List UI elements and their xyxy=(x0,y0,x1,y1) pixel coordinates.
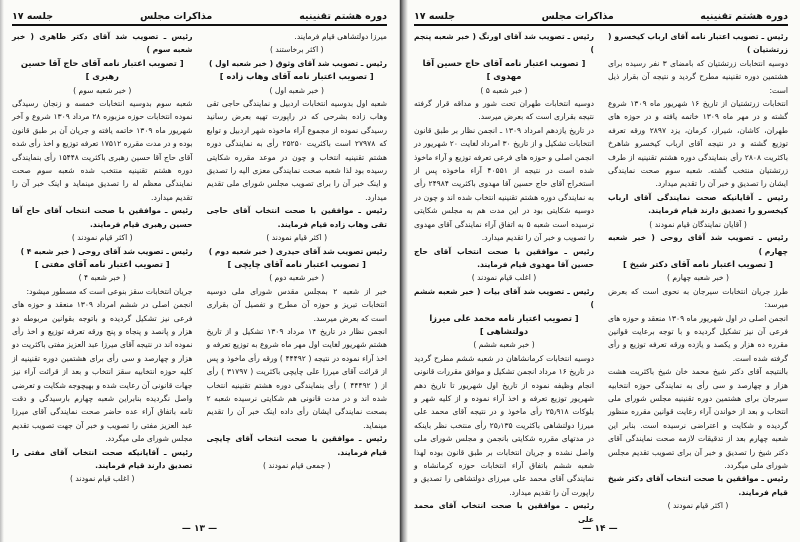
speaker-line: رئیس ـ موافقین با صحت انتخاب آقای محمد علی xyxy=(414,501,594,524)
page-number: — ۱۳ — xyxy=(181,524,218,534)
page-right xyxy=(400,0,800,542)
speaker-line: رئیس تصویب شد آقای حیدری ( خبر شعبه دوم ) xyxy=(208,246,387,256)
vote-result: ( خبر شعبه ۵ ) xyxy=(480,85,528,95)
text-columns xyxy=(414,30,789,524)
vote-result: ( خبر شعبه دوم ) xyxy=(269,273,325,283)
vote-result: ( خبر شعبه سوم ) xyxy=(73,85,132,95)
paragraph: دوسیه انتخابات طهران تحت شور و مداقه قرار گرفته نتیجه بقراری است که بعرض میرسد. xyxy=(414,99,594,122)
speaker-line: رئیس ـ تصویب اعتبار نامه آقای ارباب کیخسرو ( زرتشتیان ) xyxy=(608,32,788,55)
paragraph: دوسیه انتخابات کرمانشاهان در شعبه ششم مطرح گردید در تاریخ ۱۶ مرداد انجمن تشکیل و موافق مقررات قانونی انجام وظیفه نموده از تاریخ اول شهریور تا تاریخ دهم شهریور توزیع تعرفه و اخذ آراء نموده و از کلیه شهر و بلوکات ۲۵٫۹۱۸ رأی ماخوذ و در نتیجه آقای محمد علی میرزا دولتشاهی باکثریت ۲۵٫۱۳۵ رأی منتخب نظر باینکه در مدتهای مقرره شکایتی بانجمن و مجلس شورای ملی واصل نشده و جریان انتخابات بر طبق قانون بوده لهذا شعبه ششم باتفاق آراء انتخابات حوزه کرمانشاه و نمایندگی آقای محمد علی میرزای دولتشاهی را تصدیق و راپورت آن را تقدیم میدارد. xyxy=(414,353,595,497)
vote-result: ( خبر شعبه ۴ ) xyxy=(78,273,126,283)
speaker-line: رئیس ـ موافقین با صحت انتخاب آقای دکتر شیخ قیام فرمایند. xyxy=(608,474,788,497)
speaker-line: رئیس ـ تصویب شد آقای وثوق ( خبر شعبه اول ) xyxy=(208,58,387,68)
section-title: [ تصویب اعتبار نامه آقای وهاب زاده ] xyxy=(219,71,374,82)
vote-result: ( خبر شعبه ششم ) xyxy=(473,340,535,350)
speaker-line: رئیس ـ تصویب شد آقای اورنگ ( خبر شعبه پنجم ) xyxy=(414,32,594,55)
paragraph: بالنتیجه آقای دکتر شیخ محمد خان شیخ باکثریت هشت هزار و چهارصد و سی رأی به نمایندگی حوزه انتخابیه سیرجان برای هشتمین دوره تقنینیه مجلس شورای ملی انتخاب و بعد از خواندن آراء رعایت قوانین مقرره منظور گردیده و شکایت و اعتراضی نرسیده است. بنابر این شعبه چهارم بعد از تدقیقات لازمه صحت نمایندگی آقای دکتر شیخ را تصدیق و خبر آن برای تصویب تقدیم مجلس شورای ملی میگردد. xyxy=(608,367,788,470)
binding-gutter-shadow xyxy=(400,0,408,542)
header-title: مذاکرات مجلس xyxy=(541,11,614,22)
vote-result: ( اکثر قیام نمودند ) xyxy=(71,233,133,243)
header-volume: دوره هشتم تقنینیه xyxy=(700,11,788,22)
column-right xyxy=(608,30,789,511)
section-title: [ تصویب اعتبار نامه محمد علی میرزا دولتشاهی ] xyxy=(429,312,579,336)
speaker-line: رئیس ـ تصویب شد آقای روحی ( خبر شعبه ۴ ) xyxy=(20,246,193,256)
header-volume: دوره هشتم تقنینیه xyxy=(299,11,387,22)
page-header xyxy=(414,8,788,26)
vote-result: ( اکثر قیام نمودند ) xyxy=(266,233,328,243)
speaker-line: رئیس ـ تصویب شد آقای دکتر طاهری ( خبر شعبه سوم ) xyxy=(12,32,193,55)
section-title: [ تصویب اعتبار نامه آقای دکتر شیخ ] xyxy=(623,258,773,269)
paragraph: خبر از شعبه ۲ بمجلس مقدس شورای ملی دوسیه انتخابات تبریز و حوزه آن مطرح و تفصیل آن بقراری است که بعرض میرسد. xyxy=(206,286,387,323)
speaker-line: رئیس ـ آقایانیکه صحت نمایندگی آقای ارباب کیخسرو را تصدیق دارند قیام فرمایند. xyxy=(608,192,788,216)
section-title: [ تصویب اعتبار نامه آقای حاج حسین آقا مهدوی ] xyxy=(422,57,586,82)
paragraph: انجمن اصلی در ششم امرداد ۱۳۰۹ منعقد و حوزه های فرعی نیز تشکیل گردیده و باتوجه بقوانین مربوطه دو هزار و پانصد و پنجاه و پنج ورقه تعرفه توزیع و اخذ رأی نموده اند در نتیجه آقای میرزا عبد العزیز مفتی باکثریت دو هزار و چهارصد و سی رأی برای هشتمین دوره تقنینیه از کلیه حوزه انتخابیه سقز انتخاب و بعد از قرائت آراء نیز جهات قانونی آن رعایت شده و بهیچوجه شکایت و تعرضی واصل نگردیده بنابراین شعبه چهارم بارسیدگی و دقت تامه باتفاق آراء عده حاضر صحت نمایندگی آقای میرزا عبد العزیز مفتی را تصویب و خبر آن جهت تصویب تقدیم مجلس شورای ملی میگردد. xyxy=(12,300,193,444)
paragraph: میرزا دولتشاهی قیام فرمایند. xyxy=(294,32,387,41)
vote-result: ( اکثر برخاستند ) xyxy=(269,45,324,55)
paragraph: دوسیه انتخابات زرتشتیان که بامضای ۳ نفر رسیده برای هشتمین دوره تقنینیه مطرح گردید و نتیجه آن بقرار ذیل است: xyxy=(608,58,788,95)
header-session: جلسه ۱۷ xyxy=(414,11,456,22)
header-title: مذاکرات مجلس xyxy=(140,11,213,22)
paragraph: شعبه سوم بدوسیه انتخابات خمسه و زنجان رسیدگی نموده انتخابات حوزه مزبوره ۲۸ مرداد ۱۳۰۹ شروع و آخر شهریور ماه ۱۳۰۹ خاتمه یافته و جریان آن بر طبق قانون بوده و در مدت مقرره ۱۷۵۱۲ تعرفه توزیع و اخذ رأی شده آقای حاج آقا حسین رهبری باکثریت ۱۵۴۴۸ رأی بنمایندگی دوره هشتم تقنینیه منتخب شده شعبه سوم صحت نمایندگی معظم له را تصدیق مینماید و اینک خبر آن را تقدیم میدارد. xyxy=(12,99,193,202)
page-header xyxy=(12,8,387,26)
paragraph: انتخابات زرتشتیان از تاریخ ۱۶ شهریور ماه ۱۳۰۹ شروع گشته و در مهر ماه ۱۳۰۹ خاتمه یافته و در حوزه های طهران، کاشان، شیراز، کرمان، یزد ۲۸۹۷ ورقه تعرفه توزیع گشته و در نتیجه آقای ارباب کیخسرو شاهرخ باکثریت ۲۸۰۸ رأی بنمایندگی دوره هشتم تقنینیه از طرف زرتشتیان منتخب گشته. شعبه سوم صحت نمایندگی ایشان را تصدیق و خبر آن را تقدیم میدارد. xyxy=(608,99,789,189)
column-left xyxy=(414,30,595,524)
section-title: [ تصویب اعتبار نامه آقای حاج آقا حسین رهبری ] xyxy=(20,57,184,82)
column-left xyxy=(12,30,193,500)
paragraph: انجمن نظار در تاریخ ۱۴ مرداد ۱۳۰۹ تشکیل و از تاریخ هشتم شهریور لغایت اول مهر ماه شروع به توزیع تعرفه و اخذ آراء نموده در نتیجه ( ۴۴۴۹۲ ) ورقه رأی ماخوذ و پس از قرائت آقای میرزا علی چایچی باکثریت ( ۳۱۷۹۷ ) رأی از ( ۴۴۴۹۲ ) رأی بنمایندگی دوره هشتم تقنینیه انتخاب شده اند و در مدت قانونی هم شکایتی نرسیده شعبه ۲ بصحت نمایندگی ایشان رأی داده اینک خبر آن را تقدیم مینماید. xyxy=(206,326,387,430)
vote-result: ( آقایان نمایندگان قیام نمودند ) xyxy=(649,219,747,229)
vote-result: ( اغلب قیام نمودند ) xyxy=(471,273,537,283)
text-columns xyxy=(12,30,387,500)
page-number: — ۱۴ — xyxy=(582,524,618,534)
vote-result: ( خبر شعبه چهارم ) xyxy=(666,273,730,283)
speaker-line: رئیس ـ موافقین با صحت انتخاب آقای حاج حسین آقا مهدوی قیام فرمایند. xyxy=(414,246,594,269)
speaker-line: رئیس ـ موافقین با صحت انتخاب آقای حاجی تقی وهاب زاده قیام فرمایند. xyxy=(206,206,387,229)
vote-result: ( اغلب قیام نمودند ) xyxy=(70,474,135,484)
column-right xyxy=(207,30,388,500)
speaker-line: رئیس ـ موافقین با صحت انتخاب آقای چایچی قیام فرمایند. xyxy=(206,434,387,457)
section-title: [ تصویب اعتبار نامه آقای چایچی ] xyxy=(227,258,366,269)
section-title: [ تصویب اعتبار نامه آقای مفتی ] xyxy=(34,258,170,269)
vote-result: ( جمعی قیام نمودند ) xyxy=(262,461,331,470)
speaker-line: رئیس ـ موافقین با صحت انتخاب آقای حاج آقا حسین رهبری قیام فرمایند. xyxy=(12,206,193,229)
vote-result: ( خبر شعبه اول ) xyxy=(269,85,324,95)
header-session: جلسه ۱۷ xyxy=(12,11,54,22)
paragraph: جریان انتخابات سقز بنوعی است که مسطور میشود: xyxy=(26,286,193,296)
page-edge-shadow xyxy=(0,0,4,542)
speaker-line: رئیس ـ آقایانیکه صحت انتخاب آقای مفتی را تصدیق دارند قیام فرمایند. xyxy=(12,447,193,470)
paragraph: طرز جریان انتخابات سیرجان به نحوی است که بعرض میرسد: xyxy=(608,286,788,310)
speaker-line: رئیس ـ تصویب شد آقای بیات ( خبر شعبه ششم ) xyxy=(414,286,594,310)
paragraph: در تاریخ یازدهم امرداد ۱۳۰۹ ـ انجمن نظار بر طبق قانون انتخابات تشکیل و از تاریخ ۳۰ امرداد لغایت ۲۰ شهریور در انجمن اصلی و حوزه های فرعی تعرفه توزیع و آراء ماخوذ شده است در نتیجه از ۴۰۵۵۱ آراء ماخوذه پس از استخراج آقای حاج حسین آقا مهدوی باکثریت ۲۴۹۸۴ رأی به نمایندگی دوره هشتم تقنینیه انتخاب شده اند و چون در دوسیه شکایتی بود در این مدت هم به مجلس شکایتی نرسیده است شعبه ۵ به اتفاق آراء نمایندگی آقای مهدوی را تصویب و خبر آن را تقدیم میدارد. xyxy=(414,125,595,243)
paragraph: انجمن اصلی در اول شهریور ماه ۱۳۰۹ منعقد و حوزه های فرعی آن نیز تشکیل گردیده و با توجه برعایت قوانین مقرره ده هزار و یکصد و یازده ورقه تعرفه توزیع و رأی گرفته شده است. xyxy=(608,313,789,363)
vote-result: ( اکثر قیام نمودند ) xyxy=(667,501,729,511)
paragraph: شعبه اول بدوسیه انتخابات اردبیل و نمایندگی حاجی تقی وهاب زاده بشرحی که در راپورت تهیه بعرض رسانید رسیدگی نموده از مجموع آراء ماخوذه شهر اردبیل و توابع که ۲۷۹۷۸ است باکثریت ۲۵۲۵۰ رأی به نمایندگی دوره هشتم تقنینیه انتخاب و چون در موعد مقرره شکایتی رسیده بود لذا شعبه صحت نمایندگی معزی الیه را تصدیق و اینک خبر آن را برای تصویب مجلس شورای ملی تقدیم میدارد. xyxy=(206,99,387,202)
speaker-line: رئیس ـ تصویب شد آقای روحی ( خبر شعبه چهارم ) xyxy=(608,233,788,256)
